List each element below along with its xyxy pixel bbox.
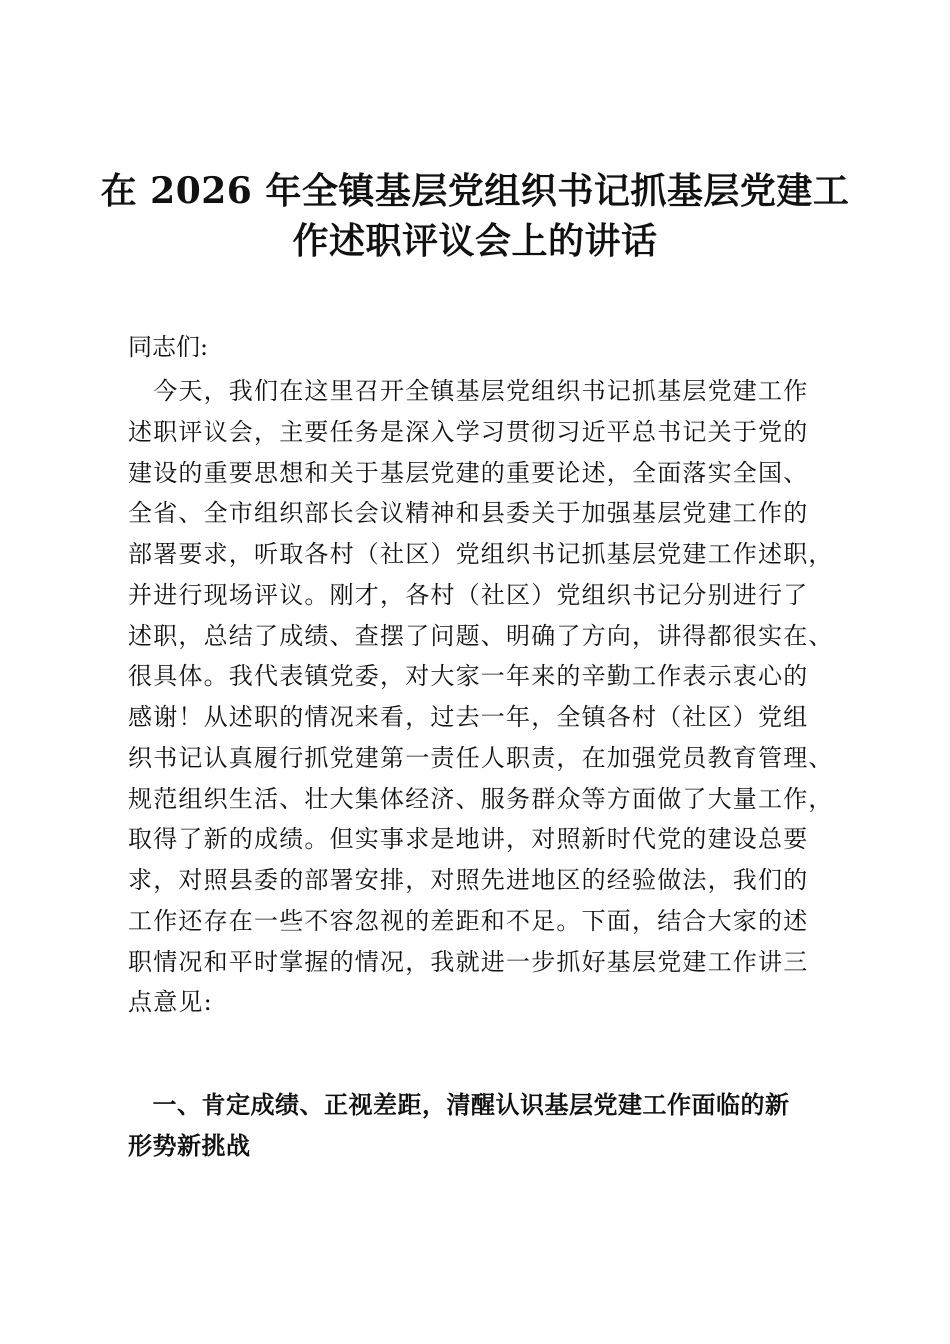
title-line: 作述职评议会上的讲话 [292,220,658,262]
document-title [100,166,850,266]
paragraph-line: 点意见: [128,988,213,1017]
paragraph-line: 建设的重要思想和关于基层党建的重要论述，全面落实全国、 [128,458,809,487]
paragraph-line: 部署要求，听取各村（社区）党组织书记抓基层党建工作述职， [128,540,834,568]
paragraph-line: 职情况和平时掌握的情况，我就进一步抓好基层党建工作讲三 [128,947,809,976]
paragraph-line: 织书记认真履行抓党建第一责任人职责，在加强党员教育管理、 [128,743,834,772]
section-heading-line: 形势新挑战 [128,1132,251,1160]
paragraph-line: 工作还存在一些不容忽视的差距和不足。下面，结合大家的述 [128,906,809,935]
body-paragraph [128,371,858,1023]
paragraph-line: 并进行现场评议。刚才，各村（社区）党组织书记分别进行了 [128,580,809,609]
paragraph-line: 今天，我们在这里召开全镇基层党组织书记抓基层党建工作 [128,377,809,405]
title-line: 在 2026 年全镇基层党组织书记抓基层党建工 [100,170,850,212]
paragraph-line: 很具体。我代表镇党委，对大家一年来的辛勤工作表示衷心的 [128,662,809,691]
paragraph-line: 取得了新的成绩。但实事求是地讲，对照新时代党的建设总要 [128,825,809,854]
section-heading [128,1085,858,1167]
greeting: 同志们: [128,333,209,361]
paragraph-line: 述职，总结了成绩、查摆了问题、明确了方向，讲得都很实在、 [128,621,834,650]
paragraph-line: 感谢！从述职的情况来看，过去一年，全镇各村（社区）党组 [128,703,809,731]
paragraph-line: 求，对照县委的部署安排，对照先进地区的经验做法，我们的 [128,866,809,894]
paragraph-line: 规范组织生活、壮大集体经济、服务群众等方面做了大量工作， [128,784,834,813]
paragraph-line: 述职评议会，主要任务是深入学习贯彻习近平总书记关于党的 [128,417,809,446]
section-heading-line: 一、肯定成绩、正视差距，清醒认识基层党建工作面临的新 [128,1091,790,1119]
paragraph-line: 全省、全市组织部长会议精神和县委关于加强基层党建工作的 [128,499,809,528]
